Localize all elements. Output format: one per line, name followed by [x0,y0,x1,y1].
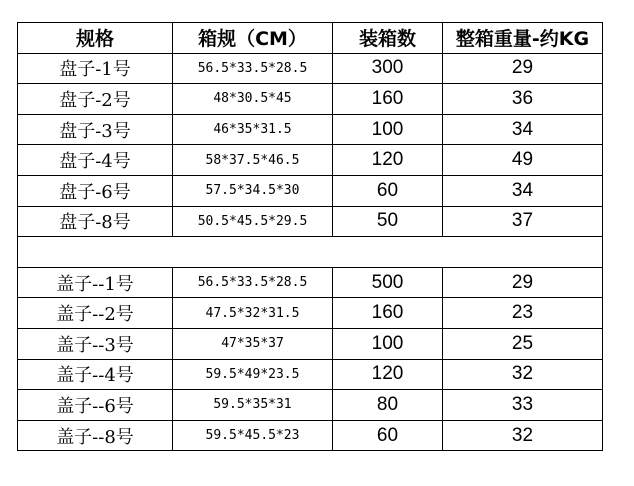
row-dims: 47*35*37 [173,328,333,359]
header-row [18,23,603,54]
separator-row [18,237,603,268]
row-name: 盘子-6号 [18,175,173,206]
row-qty: 80 [333,390,443,421]
row-name: 盘子-1号 [18,53,173,84]
row-name: 盖子--4号 [18,359,173,390]
row-dims: 48*30.5*45 [173,84,333,115]
table-row [18,145,603,176]
row-weight: 32 [443,359,603,390]
row-qty: 100 [333,328,443,359]
row-qty: 160 [333,298,443,329]
row-qty: 60 [333,420,443,451]
row-qty: 100 [333,114,443,145]
row-weight: 25 [443,328,603,359]
row-dims: 59.5*45.5*23 [173,420,333,451]
row-dims: 50.5*45.5*29.5 [173,206,333,237]
row-weight: 29 [443,53,603,84]
table-row [18,298,603,329]
row-name: 盘子-2号 [18,84,173,115]
row-name: 盖子--8号 [18,420,173,451]
row-qty: 500 [333,267,443,298]
table-row [18,420,603,451]
row-dims: 57.5*34.5*30 [173,175,333,206]
separator-cell [18,237,603,268]
row-qty: 50 [333,206,443,237]
row-qty: 120 [333,359,443,390]
row-name: 盖子--1号 [18,267,173,298]
table-row [18,53,603,84]
table-row [18,390,603,421]
table-row [18,84,603,115]
row-dims: 58*37.5*46.5 [173,145,333,176]
header-box-weight: 整箱重量-约KG [443,23,603,54]
table-row [18,328,603,359]
table-row [18,114,603,145]
row-qty: 300 [333,53,443,84]
row-qty: 160 [333,84,443,115]
table-row [18,175,603,206]
row-dims: 47.5*32*31.5 [173,298,333,329]
row-weight: 49 [443,145,603,176]
row-weight: 32 [443,420,603,451]
row-name: 盖子--6号 [18,390,173,421]
table-row [18,267,603,298]
header-box-size: 箱规（CM） [173,23,333,54]
row-weight: 34 [443,114,603,145]
row-qty: 60 [333,175,443,206]
row-weight: 33 [443,390,603,421]
row-weight: 36 [443,84,603,115]
spec-table [17,22,603,451]
row-weight: 34 [443,175,603,206]
row-dims: 56.5*33.5*28.5 [173,267,333,298]
table-row [18,206,603,237]
row-name: 盘子-3号 [18,114,173,145]
row-dims: 46*35*31.5 [173,114,333,145]
row-name: 盖子--2号 [18,298,173,329]
row-dims: 59.5*35*31 [173,390,333,421]
row-name: 盘子-8号 [18,206,173,237]
table-row [18,359,603,390]
row-weight: 29 [443,267,603,298]
row-weight: 37 [443,206,603,237]
header-spec: 规格 [18,23,173,54]
row-weight: 23 [443,298,603,329]
row-name: 盘子-4号 [18,145,173,176]
row-dims: 59.5*49*23.5 [173,359,333,390]
header-box-qty: 装箱数 [333,23,443,54]
row-dims: 56.5*33.5*28.5 [173,53,333,84]
row-qty: 120 [333,145,443,176]
row-name: 盖子--3号 [18,328,173,359]
